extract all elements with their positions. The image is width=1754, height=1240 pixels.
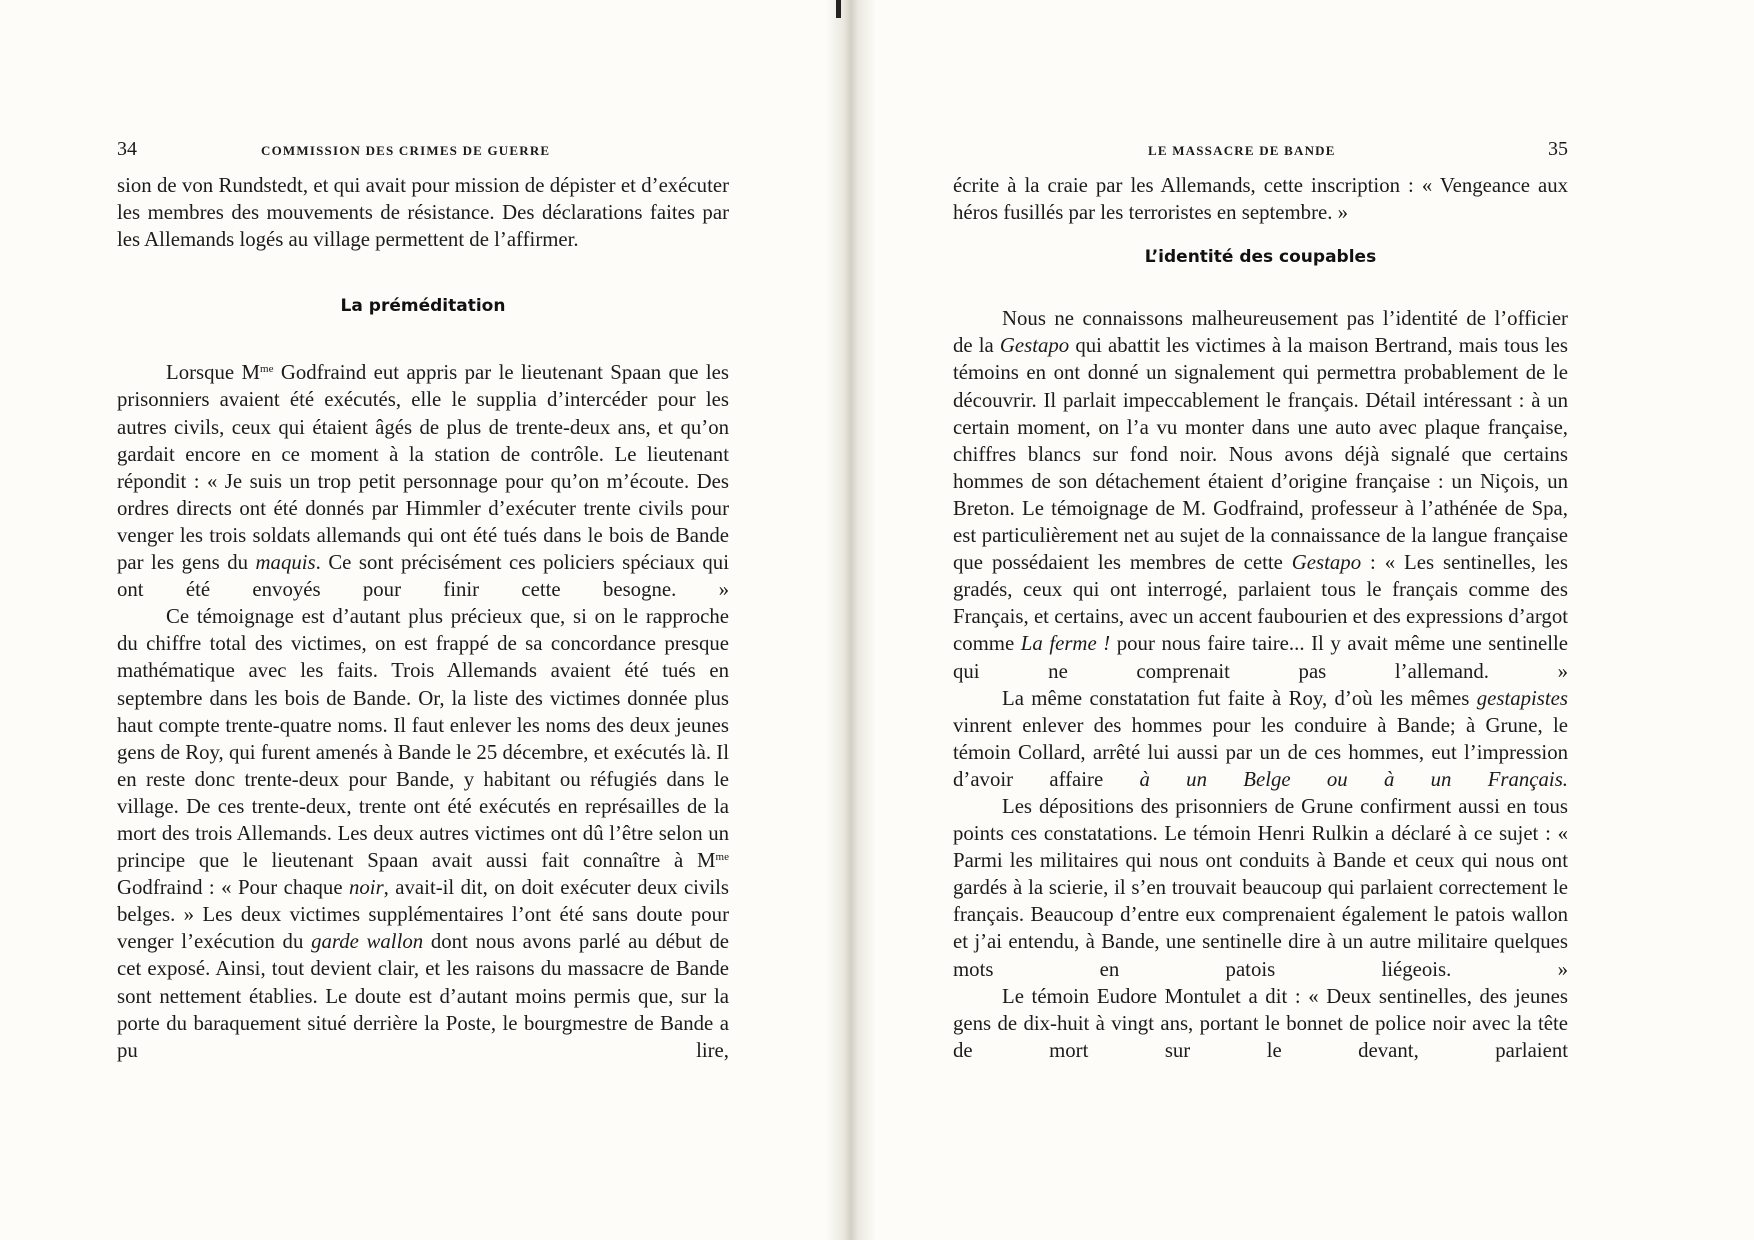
left-page [117,0,729,1240]
paragraph: La même constatation fut faite à Roy, d’où les mêmes gestapistes vinrent enlever des hommes pour les conduire à Bande; à Grune, le témoin Collard, arrêté lui aussi par un de ces hommes, eut l’impression d’avoir affaire à un Belge ou à un Français. [953,686,1568,791]
paragraph: sion de von Rundstedt, et qui avait pour mission de dépister et d’exécuter les membres des mouvements de résistance. Des déclarations faites par les Allemands logés au village permettent de l’affirmer. [117,174,729,252]
running-head-title: LE MASSACRE DE BANDE [1148,143,1336,158]
left-running-head [117,138,729,162]
page-number: 34 [117,138,137,160]
section-heading: La préméditation [340,296,506,317]
paragraph: écrite à la craie par les Allemands, cette inscription : « Vengeance aux héros fusillés par les terroristes en septembre. » [953,174,1568,225]
paragraph: Ce témoignage est d’autant plus précieux que, si on le rapproche du chiffre total des victimes, on est frappé de sa concordance presque mathématique avec les faits. Trois Allemands avaient été tués en septembre dans les bois de Bande. Or, la liste des victimes donnée plus haut compte trente-quatre noms. Il faut enlever les noms des deux jeunes gens de Roy, qui furent amenés à Bande le 25 décembre, et exécutés là. Il en reste donc trente-deux pour Bande, y habitant ou réfugiés dans le village. De ces trente-deux, trente ont été exécutés en représailles de la mort des trois Allemands. Les deux autres victimes ont dû l’être selon un principe que le lieutenant Spaan avait aussi fait connaître à $M^{me}$ Godfraind : « Pour chaque noir, avait-il dit, on doit exécuter deux civils belges. » Les deux victimes supplémentaires l’ont été sans doute pour venger l’exécution du garde wallon dont nous avons parlé au début de cet exposé. Ainsi, tout devient clair, et les raisons du massacre de Bande sont nettement établies. Le doute est d’autant moins permis que, sur la porte du baraquement situé derrière la Poste, le bourgmestre de Bande a pu lire, [117,605,730,1062]
page-number: 35 [1548,138,1568,160]
running-head-title: COMMISSION DES CRIMES DE GUERRE [261,143,551,158]
section-heading: L’identité des coupables [1144,247,1377,268]
right-page [953,0,1568,1240]
right-page-text [953,172,1568,1064]
left-page-text [117,172,729,1064]
right-running-head [953,138,1568,162]
book-gutter [826,0,876,1240]
paragraph: Les dépositions des prisonniers de Grune confirment aussi en tous points ces constatations. Le témoin Henri Rulkin a déclaré à ce sujet : « Parmi les militaires qui nous ont conduits à Bande et ceux qui nous ont gardés à la scierie, il s’en trouvait beaucoup qui parlaient correctement le français. Beaucoup d’entre eux comprenaient également le patois wallon et j’ai entendu, à Bande, une sentinelle dire à un autre militaire quelques mots en patois liégeois. » [953,794,1568,981]
paragraph: Nous ne connaissons malheureusement pas l’identité de l’officier de la Gestapo qui abattit les victimes à la maison Bertrand, mais tous les témoins en ont donné un signalement qui permettra probablement de le découvrir. Il parlait impeccablement le français. Détail intéressant : à un certain moment, on l’a vu monter dans une auto avec plaque française, chiffres blancs sur fond noir. Nous avons déjà signalé que certains hommes de son détachement étaient d’origine française : un Niçois, un Breton. Le témoignage de M. Godfraind, professeur à l’athénée de Spa, est particulièrement net au sujet de la connaissance de la langue française que possédaient les membres de cette Gestapo : « Les sentinelles, les gradés, ceux qui ont interrogé, parlaient tous le français comme des Français, et certains, avec un accent faubourien et des expressions d’argot comme La ferme ! pour nous faire taire... Il y avait même une sentinelle qui ne comprenait pas l’allemand. » [953,307,1569,683]
paragraph: Le témoin Eudore Montulet a dit : « Deux sentinelles, des jeunes gens de dix-huit à vingt ans, portant le bonnet de police noir avec la tête de mort sur le devant, parlaient [953,984,1568,1062]
binding-mark [836,0,841,18]
paragraph: Lorsque $M^{me}$ Godfraind eut appris par le lieutenant Spaan que les prisonniers avaient été exécutés, elle le supplia d’intercéder pour les autres civils, ceux qui étaient âgés de plus de trente-deux ans, et qu’on gardait encore en ce moment à la station de contrôle. Le lieutenant répondit : « Je suis un trop petit personnage pour qu’on m’écoute. Des ordres directs ont été donnés par Himmler d’exécuter trente civils pour venger les trois soldats allemands qui ont été tués dans le bois de Bande par les gens du maquis. Ce sont précisément ces policiers spéciaux qui ont été envoyés pour finir cette besogne. » [117,361,730,602]
